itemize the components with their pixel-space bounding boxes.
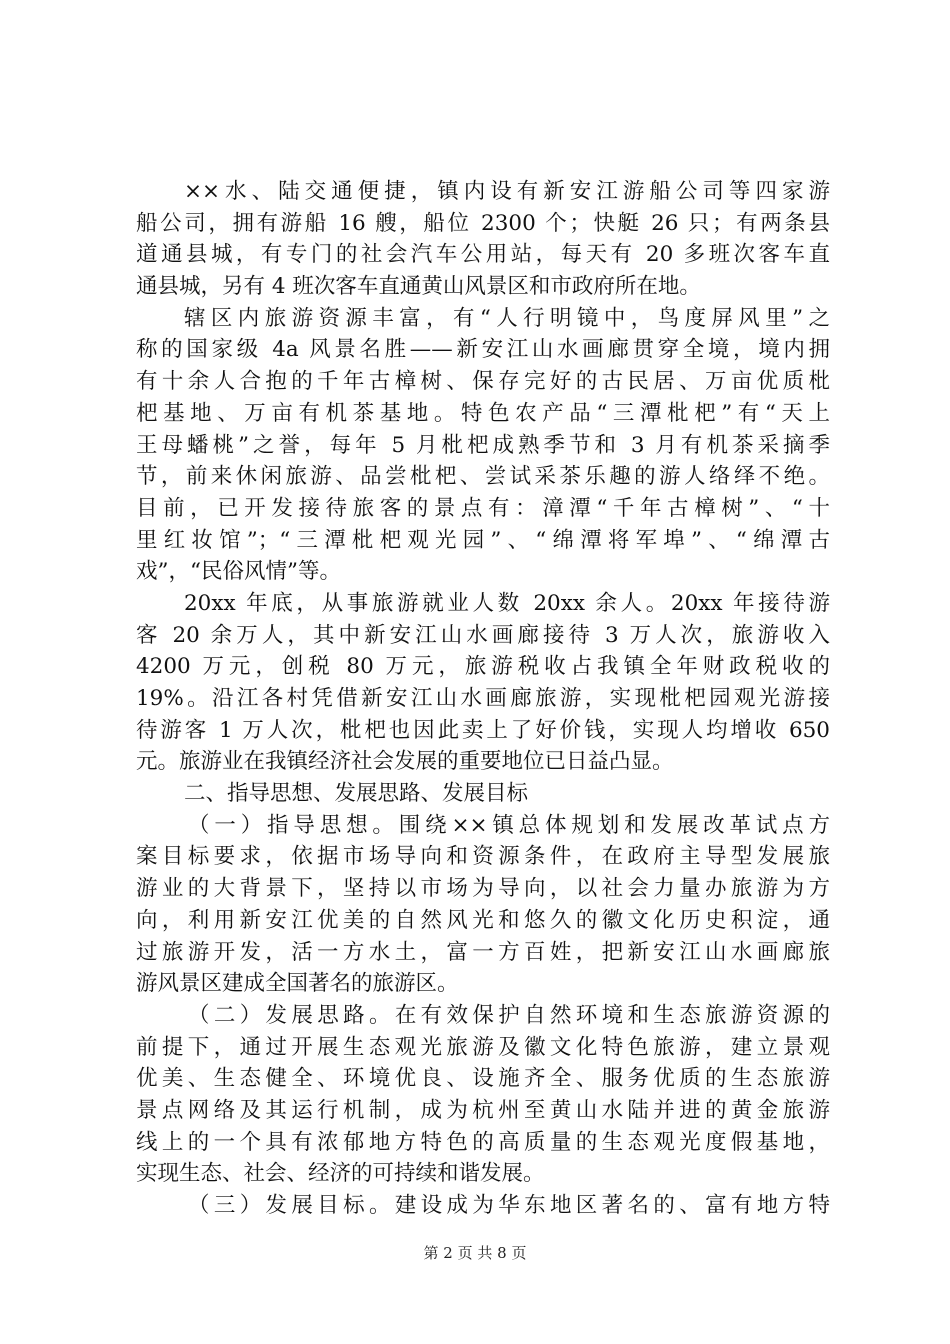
body-line: 20xx 年底，从事旅游就业人数 20xx 余人。20xx 年接待游 <box>184 590 830 616</box>
body-line: 节，前来休闲旅游、品尝枇杷、尝试采茶乐趣的游人络绎不绝。 <box>136 464 830 490</box>
body-line: 称的国家级 4a 风景名胜——新安江山水画廊贯穿全境，境内拥 <box>136 337 830 363</box>
body-line: 过旅游开发，活一方水土，富一方百姓，把新安江山水画廊旅 <box>136 939 830 965</box>
body-line: 客 20 余万人，其中新安江山水画廊接待 3 万人次，旅游收入 <box>136 622 830 648</box>
body-line: （二）发展思路。在有效保护自然环境和生态旅游资源的 <box>188 1002 830 1028</box>
body-line: 目前，已开发接待旅客的景点有：漳潭“千年古樟树”、“十 <box>136 495 830 521</box>
body-line: 里红妆馆”；“三潭枇杷观光园”、“绵潭将军埠”、“绵潭古 <box>136 527 830 553</box>
body-line: 杷基地、万亩有机茶基地。特色农产品“三潭枇杷”有“天上 <box>136 400 830 426</box>
body-line: 船公司，拥有游船 16 艘，船位 2300 个；快艇 26 只；有两条县 <box>136 210 830 236</box>
document-body <box>136 176 830 1222</box>
body-line: 景点网络及其运行机制，成为杭州至黄山水陆并进的黄金旅游 <box>136 1097 830 1123</box>
body-line: 前提下，通过开展生态观光旅游及徽文化特色旅游，建立景观 <box>136 1034 830 1060</box>
body-line: 辖区内旅游资源丰富，有“人行明镜中，鸟度屏风里”之 <box>184 305 830 331</box>
body-line: 二、指导思想、发展思路、发展目标 <box>184 781 529 807</box>
body-line: 游业的大背景下，坚持以市场为导向，以社会力量办旅游为方 <box>136 876 830 902</box>
body-line: （一）指导思想。围绕××镇总体规划和发展改革试点方 <box>188 812 830 838</box>
body-line: 待游客 1 万人次，枇杷也因此卖上了好价钱，实现人均增收 650 <box>136 717 830 743</box>
body-line: 有十余人合抱的千年古樟树、保存完好的古民居、万亩优质枇 <box>136 369 830 395</box>
body-line: 通县城，另有 4 班次客车直通黄山风景区和市政府所在地。 <box>136 274 701 300</box>
body-line: 19%。沿江各村凭借新安江山水画廊旅游，实现枇杷园观光游接 <box>136 686 830 711</box>
body-line: 道通县城，有专门的社会汽车公用站，每天有 20 多班次客车直 <box>136 242 830 268</box>
body-line: 优美、生态健全、环境优良、设施齐全、服务优质的生态旅游 <box>136 1066 830 1092</box>
body-line: 戏”，“民俗风情”等。 <box>136 559 341 585</box>
body-line: 王母蟠桃”之誉，每年 5 月枇杷成熟季节和 3 月有机茶采摘季 <box>136 432 830 458</box>
body-line: ××水、陆交通便捷，镇内设有新安江游船公司等四家游 <box>184 179 830 204</box>
body-line: 向，利用新安江优美的自然风光和悠久的徽文化历史积淀，通 <box>136 907 830 933</box>
body-line: 元。旅游业在我镇经济社会发展的重要地位已日益凸显。 <box>136 749 674 775</box>
body-line: （三）发展目标。建设成为华东地区著名的、富有地方特 <box>188 1193 830 1218</box>
body-line: 实现生态、社会、经济的可持续和谐发展。 <box>136 1161 545 1187</box>
body-line: 游风景区建成全国著名的旅游区。 <box>136 971 459 997</box>
body-line: 案目标要求，依据市场导向和资源条件，在政府主导型发展旅 <box>136 844 830 870</box>
body-line: 4200 万元，创税 80 万元，旅游税收占我镇全年财政税收的 <box>136 654 830 680</box>
body-line: 线上的一个具有浓郁地方特色的高质量的生态观光度假基地， <box>136 1129 830 1155</box>
page-footer: 第 2 页 共 8 页 <box>423 1244 527 1262</box>
